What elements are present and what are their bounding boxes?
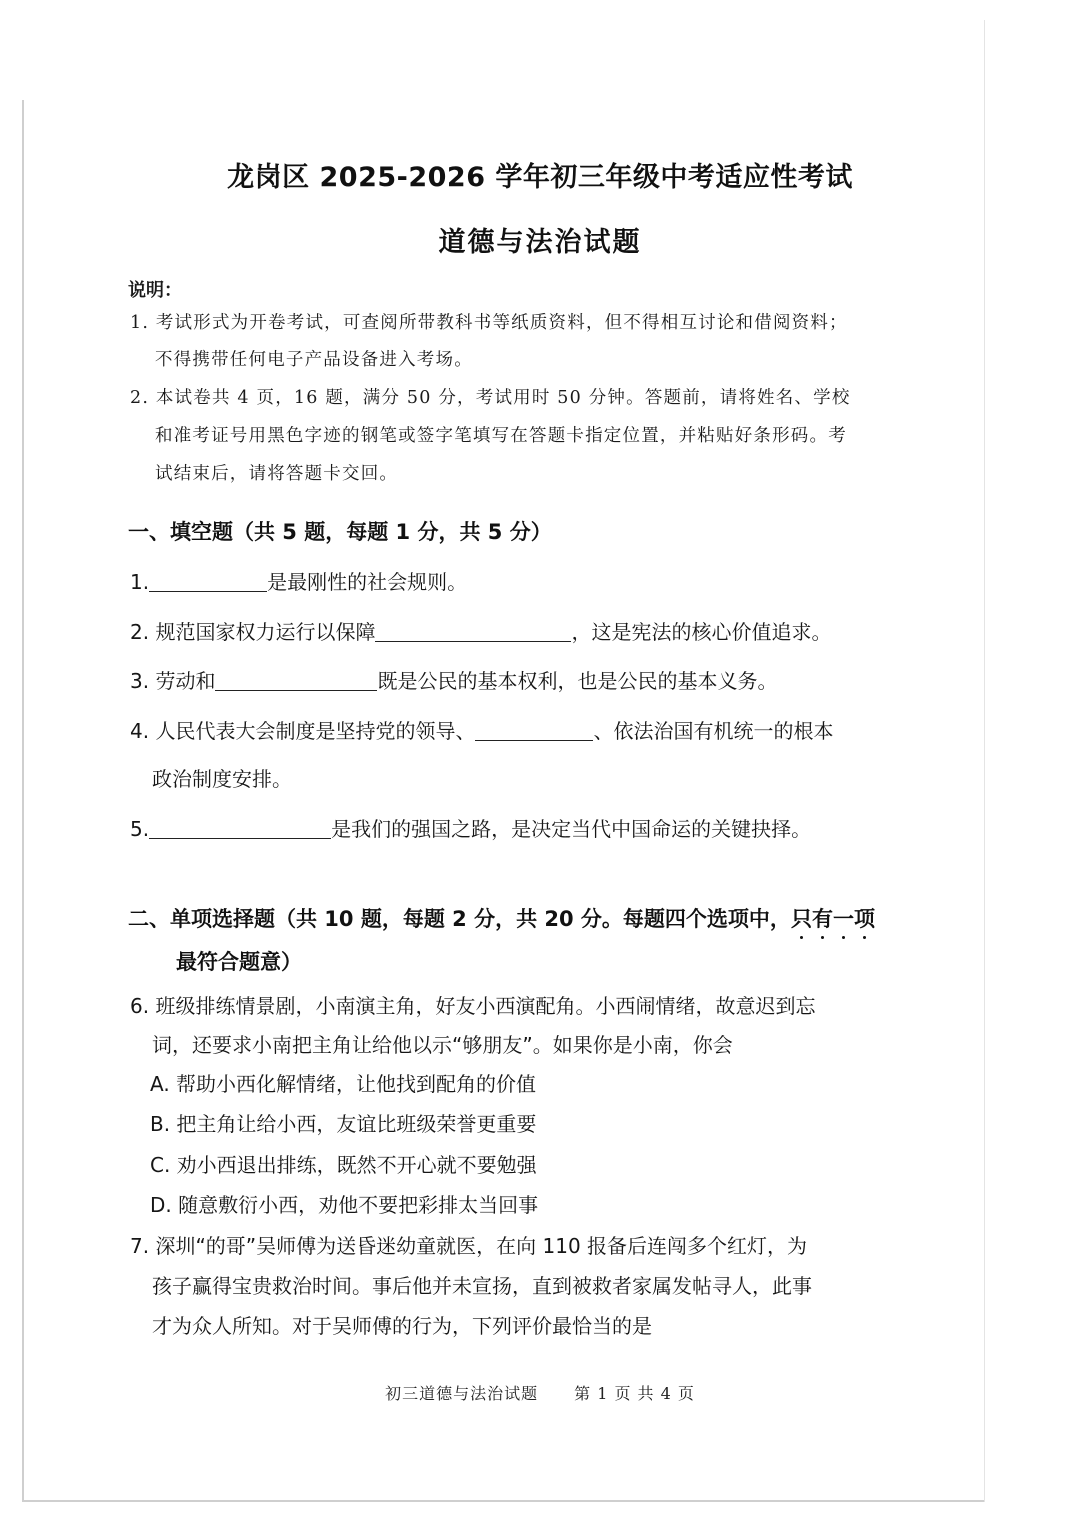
question-7-line-1: 7. 深圳“的哥”吴师傅为送昏迷幼童就医，在向 110 报备后连闯多个红灯，为	[130, 1234, 808, 1258]
question-7-line-3: 才为众人所知。对于吴师傅的行为，下列评价最恰当的是	[152, 1314, 652, 1338]
question-3	[130, 665, 777, 694]
section-2-heading	[128, 903, 875, 933]
question-3-text-before: 3. 劳动和	[130, 669, 216, 693]
emphasis-char: 一	[833, 903, 854, 933]
section-1-heading: 一、填空题（共 5 题，每题 1 分，共 5 分）	[128, 520, 552, 544]
footer-page-number: 第 1 页 共 4 页	[574, 1384, 695, 1403]
emphasis-char: 有	[812, 903, 833, 933]
question-6-option-a: A. 帮助小西化解情绪，让他找到配角的价值	[150, 1072, 537, 1096]
instructions-heading: 说明：	[128, 280, 182, 301]
exam-subject-title: 道德与法治试题	[438, 227, 642, 258]
answer-blank-2	[375, 619, 571, 642]
answer-blank-4	[475, 718, 593, 741]
section-2-heading-line-2: 最符合题意）	[176, 950, 302, 974]
scan-border-bottom	[22, 1500, 984, 1502]
question-2-text-before: 2. 规范国家权力运行以保障	[130, 620, 376, 644]
question-1	[130, 566, 467, 595]
instruction-1-line-2: 不得携带任何电子产品设备进入考场。	[155, 350, 473, 370]
question-4-text-after: 、依法治国有机统一的根本	[593, 719, 834, 743]
question-2	[130, 616, 831, 645]
question-3-text-after: 既是公民的基本权利，也是公民的基本义务。	[377, 669, 778, 693]
question-1-text: 是最刚性的社会规则。	[267, 570, 468, 594]
section-2-heading-text: 二、单项选择题（共 10 题，每题 2 分，共 20 分。每题四个选项中，	[128, 907, 791, 931]
footer-subject: 初三道德与法治试题	[385, 1384, 539, 1403]
question-6-option-b: B. 把主角让给小西，友谊比班级荣誉更重要	[150, 1112, 537, 1136]
instruction-2-line-3: 试结束后，请将答题卡交回。	[155, 464, 399, 484]
question-7-line-2: 孩子赢得宝贵救治时间。事后他并未宣扬，直到被救者家属发帖寻人，此事	[152, 1274, 812, 1298]
page-footer	[0, 1381, 1080, 1404]
question-2-text-after: ，这是宪法的核心价值追求。	[571, 620, 832, 644]
instruction-2-line-1: 2. 本试卷共 4 页，16 题，满分 50 分，考试用时 50 分钟。答题前，请将姓名、学校	[130, 388, 851, 408]
answer-blank-1	[149, 569, 267, 592]
answer-blank-5	[149, 816, 331, 839]
question-6-option-d: D. 随意敷衍小西，劝他不要把彩排太当回事	[150, 1193, 539, 1217]
instruction-1-line-1: 1. 考试形式为开卷考试，可查阅所带教科书等纸质资料，但不得相互讨论和借阅资料；	[130, 313, 848, 333]
question-4-line-2: 政治制度安排。	[152, 767, 292, 791]
emphasis-char: 项	[854, 903, 875, 933]
question-5	[130, 813, 811, 842]
question-4-text-before: 4. 人民代表大会制度是坚持党的领导、	[130, 719, 476, 743]
scan-border-left	[22, 100, 24, 1500]
question-6-option-c: C. 劝小西退出排练，既然不开心就不要勉强	[150, 1153, 537, 1177]
question-4	[130, 715, 833, 744]
question-6-line-1: 6. 班级排练情景剧，小南演主角，好友小西演配角。小西闹情绪，故意迟到忘	[130, 994, 816, 1018]
instruction-2-line-2: 和准考证号用黑色字迹的钢笔或签字笔填写在答题卡指定位置，并粘贴好条形码。考	[155, 426, 847, 446]
exam-title: 龙岗区 2025-2026 学年初三年级中考适应性考试	[227, 162, 853, 193]
question-1-number: 1.	[130, 570, 150, 594]
question-5-text: 是我们的强国之路，是决定当代中国命运的关键抉择。	[331, 817, 812, 841]
answer-blank-3	[215, 668, 377, 691]
question-6-line-2: 词，还要求小南把主角让给他以示“够朋友”。如果你是小南，你会	[152, 1033, 733, 1057]
question-5-number: 5.	[130, 817, 150, 841]
emphasis-char: 只	[791, 903, 812, 933]
